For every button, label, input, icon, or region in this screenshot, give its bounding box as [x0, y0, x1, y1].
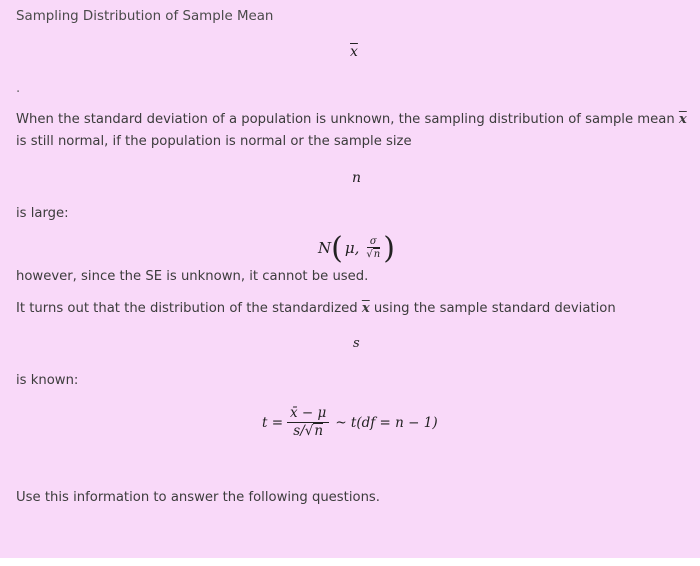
t-lhs: t = [262, 415, 284, 431]
paragraph-intro [16, 109, 688, 153]
xbar-inline: $\overline{x}$ [678, 112, 687, 127]
t-numerator: x̄ − μ [287, 406, 329, 423]
radical-icon: √ [366, 249, 373, 260]
paragraph-standardized-part2: using the sample standard deviation [373, 301, 616, 316]
xbar-symbol: $\overline{x}$ [350, 44, 358, 60]
sqrt-n: √n [366, 249, 381, 260]
s-symbol: s [353, 336, 360, 351]
mu-symbol: μ, [344, 239, 360, 257]
however-text: however, since the SE is unknown, it cannot be used. [16, 269, 369, 284]
paragraph-intro-part1: When the standard deviation of a population is unknown, the sampling distribution of sample mean [16, 112, 675, 127]
page-title: Sampling Distribution of Sample Mean [16, 9, 274, 24]
is-known-label: is known: [16, 373, 79, 388]
n-symbol: n [352, 170, 362, 186]
t-statistic-formula [262, 400, 438, 446]
left-paren: ( [331, 230, 343, 266]
right-paren: ) [383, 230, 395, 266]
sigma-over-sqrt-n [363, 236, 383, 261]
t-denominator: s/√n [293, 423, 324, 439]
footer-instruction: Use this information to answer the following questions. [16, 490, 380, 505]
N-letter: N [318, 239, 332, 257]
paragraph-standardized-part1: It turns out that the distribution of the standardized [16, 301, 358, 316]
t-rhs: ~ t(df = n − 1) [335, 415, 438, 431]
radical-icon-2: √ [304, 423, 314, 439]
normal-distribution-formula [318, 228, 395, 268]
sigma-symbol: σ [367, 236, 380, 249]
t-fraction [287, 406, 329, 439]
stray-mark: . [16, 81, 21, 96]
xbar-inline-2: $\overline{x}$ [361, 301, 370, 316]
paragraph-standardized [16, 298, 616, 320]
paragraph-intro-part2: is still normal, if the population is normal or the sample size [16, 134, 412, 149]
is-large-label: is large: [16, 206, 69, 221]
